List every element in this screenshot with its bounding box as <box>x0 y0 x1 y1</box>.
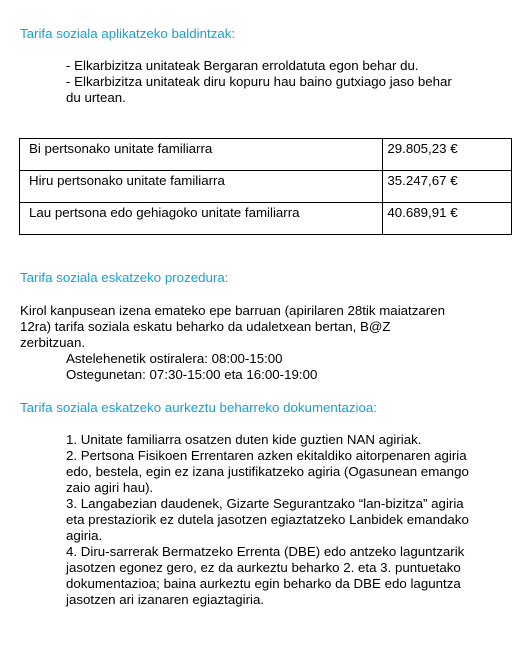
table-cell-label: Hiru pertsonako unitate familiarra <box>20 171 383 203</box>
table-row <box>20 203 512 235</box>
documentation-line: zaio agiri hau). <box>66 480 154 495</box>
income-threshold-table <box>19 138 512 235</box>
table-row <box>20 139 512 171</box>
table-cell-label: Lau pertsona edo gehiagoko unitate familiarra <box>20 203 383 235</box>
procedure-heading: Tarifa soziala eskatzeko prozedura: <box>20 270 229 285</box>
documentation-line: jasotzen egonez gero, ez da aurkeztu beharko 2. eta 3. puntuetako <box>66 560 461 575</box>
documentation-line: agiria. <box>66 528 103 543</box>
documentation-line: edo, bestela, egin ez izana justifikatzeko agiria (Ogasunean emango <box>66 464 469 479</box>
procedure-line: 12ra) tarifa soziala eskatu beharko da udaletxean bertan, B@Z <box>20 319 391 334</box>
conditions-line: du urtean. <box>66 90 126 105</box>
conditions-line: - Elkarbizitza unitateak diru kopuru hau baino gutxiago jaso behar <box>66 74 452 89</box>
conditions-line: - Elkarbizitza unitateak Bergaran erroldatuta egon behar du. <box>66 58 419 73</box>
conditions-heading: Tarifa soziala aplikatzeko baldintzak: <box>20 26 236 41</box>
documentation-line: 3. Langabezian daudenek, Gizarte Segurantzako “lan-bizitza” agiria <box>66 496 464 511</box>
documentation-line: eta prestaziorik ez dutela jasotzen egiaztatzeko Lanbidek emandako <box>66 512 469 527</box>
procedure-line: Kirol kanpusean izena emateko epe barruan (apirilaren 28tik maiatzaren <box>20 303 446 318</box>
table-cell-value: 35.247,67 € <box>383 171 512 203</box>
table-cell-value: 40.689,91 € <box>383 203 512 235</box>
documentation-line: jasotzen ari izanaren egiaztagiria. <box>66 592 265 607</box>
documentation-line: 4. Diru-sarrerak Bermatzeko Errenta (DBE) edo antzeko laguntzarik <box>66 544 465 559</box>
table-cell-value: 29.805,23 € <box>383 139 512 171</box>
documentation-heading: Tarifa soziala eskatzeko aurkeztu beharreko dokumentazioa: <box>20 400 377 415</box>
documentation-line: 2. Pertsona Fisikoen Errentaren azken ekitaldiko aitorpenaren agiria <box>66 448 467 463</box>
opening-hours-line: Astelehenetik ostiralera: 08:00-15:00 <box>66 351 283 366</box>
table-cell-label: Bi pertsonako unitate familiarra <box>20 139 383 171</box>
documentation-line: dokumentazioa; baina aurkeztu egin beharko da DBE edo laguntza <box>66 576 461 591</box>
table-row <box>20 171 512 203</box>
procedure-line: zerbitzuan. <box>20 335 86 350</box>
opening-hours-line: Ostegunetan: 07:30-15:00 eta 16:00-19:00 <box>66 367 318 382</box>
documentation-line: 1. Unitate familiarra osatzen duten kide guztien NAN agiriak. <box>66 432 422 447</box>
